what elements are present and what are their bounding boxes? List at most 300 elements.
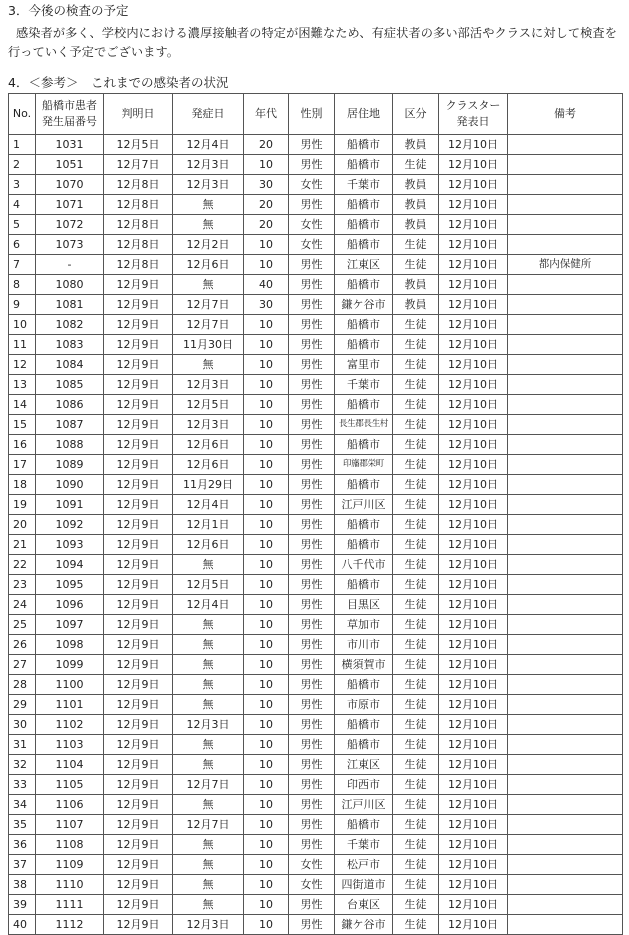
confirmed-date-cell: 12月9日 (104, 435, 173, 455)
header-cluster-date (439, 94, 508, 135)
header-sex: 性別 (289, 94, 335, 135)
confirmed-date-cell: 12月9日 (104, 635, 173, 655)
sex-cell: 男性 (289, 635, 335, 655)
sex-cell: 男性 (289, 395, 335, 415)
row-number-cell: 26 (9, 635, 36, 655)
note-cell (508, 375, 623, 395)
residence-cell: 船橋市 (335, 515, 393, 535)
residence-cell: 江戸川区 (335, 795, 393, 815)
row-number-cell: 25 (9, 615, 36, 635)
sex-cell: 男性 (289, 135, 335, 155)
onset-date-cell: 無 (173, 735, 244, 755)
category-cell: 教員 (393, 175, 439, 195)
confirmed-date-cell: 12月9日 (104, 855, 173, 875)
table-row (9, 695, 623, 715)
cluster-date-cell: 12月10日 (439, 455, 508, 475)
note-cell (508, 455, 623, 475)
confirmed-date-cell: 12月9日 (104, 275, 173, 295)
report-number-cell: 1104 (36, 755, 104, 775)
cluster-date-cell: 12月10日 (439, 135, 508, 155)
age-group-cell: 10 (244, 375, 289, 395)
cluster-date-cell: 12月10日 (439, 895, 508, 915)
row-number-cell: 17 (9, 455, 36, 475)
sex-cell: 男性 (289, 755, 335, 775)
confirmed-date-cell: 12月9日 (104, 735, 173, 755)
confirmed-date-cell: 12月9日 (104, 815, 173, 835)
sex-cell: 男性 (289, 815, 335, 835)
confirmed-date-cell: 12月9日 (104, 655, 173, 675)
cluster-date-cell: 12月10日 (439, 315, 508, 335)
category-cell: 生徒 (393, 855, 439, 875)
note-cell (508, 515, 623, 535)
note-cell (508, 895, 623, 915)
confirmed-date-cell: 12月9日 (104, 475, 173, 495)
sex-cell: 男性 (289, 295, 335, 315)
report-number-cell: 1084 (36, 355, 104, 375)
report-number-cell: 1109 (36, 855, 104, 875)
sex-cell: 男性 (289, 555, 335, 575)
header-category: 区分 (393, 94, 439, 135)
table-row (9, 275, 623, 295)
row-number-cell: 10 (9, 315, 36, 335)
residence-cell: 松戸市 (335, 855, 393, 875)
age-group-cell: 10 (244, 535, 289, 555)
confirmed-date-cell: 12月9日 (104, 795, 173, 815)
note-cell (508, 355, 623, 375)
category-cell: 生徒 (393, 435, 439, 455)
residence-cell: 四街道市 (335, 875, 393, 895)
sex-cell: 女性 (289, 235, 335, 255)
note-cell (508, 535, 623, 555)
table-row (9, 355, 623, 375)
sex-cell: 男性 (289, 575, 335, 595)
confirmed-date-cell: 12月9日 (104, 915, 173, 935)
category-cell: 生徒 (393, 835, 439, 855)
onset-date-cell: 12月7日 (173, 315, 244, 335)
row-number-cell: 40 (9, 915, 36, 935)
row-number-cell: 13 (9, 375, 36, 395)
residence-cell: 船橋市 (335, 335, 393, 355)
age-group-cell: 10 (244, 675, 289, 695)
sex-cell: 男性 (289, 735, 335, 755)
residence-cell: 鎌ケ谷市 (335, 295, 393, 315)
note-cell (508, 175, 623, 195)
confirmed-date-cell: 12月8日 (104, 195, 173, 215)
table-header-row (9, 94, 623, 135)
age-group-cell: 10 (244, 795, 289, 815)
sex-cell: 女性 (289, 175, 335, 195)
report-number-cell: 1108 (36, 835, 104, 855)
onset-date-cell: 無 (173, 875, 244, 895)
header-age: 年代 (244, 94, 289, 135)
confirmed-date-cell: 12月9日 (104, 295, 173, 315)
note-cell (508, 195, 623, 215)
cluster-date-cell: 12月10日 (439, 195, 508, 215)
onset-date-cell: 12月6日 (173, 535, 244, 555)
onset-date-cell: 無 (173, 615, 244, 635)
residence-cell: 江東区 (335, 255, 393, 275)
onset-date-cell: 12月3日 (173, 175, 244, 195)
confirmed-date-cell: 12月9日 (104, 755, 173, 775)
onset-date-cell: 12月3日 (173, 415, 244, 435)
note-cell (508, 835, 623, 855)
header-confirmed-date: 判明日 (104, 94, 173, 135)
age-group-cell: 10 (244, 715, 289, 735)
header-note: 備考 (508, 94, 623, 135)
category-cell: 生徒 (393, 495, 439, 515)
cluster-date-cell: 12月10日 (439, 255, 508, 275)
table-row (9, 135, 623, 155)
note-cell (508, 915, 623, 935)
category-cell: 生徒 (393, 655, 439, 675)
onset-date-cell: 12月6日 (173, 435, 244, 455)
table-row (9, 815, 623, 835)
confirmed-date-cell: 12月9日 (104, 455, 173, 475)
age-group-cell: 30 (244, 295, 289, 315)
cluster-date-cell: 12月10日 (439, 555, 508, 575)
report-number-cell: 1093 (36, 535, 104, 555)
age-group-cell: 10 (244, 755, 289, 775)
row-number-cell: 37 (9, 855, 36, 875)
header-cluster-date-line1: クラスター (445, 99, 501, 112)
confirmed-date-cell: 12月9日 (104, 775, 173, 795)
category-cell: 生徒 (393, 155, 439, 175)
row-number-cell: 8 (9, 275, 36, 295)
row-number-cell: 39 (9, 895, 36, 915)
age-group-cell: 10 (244, 555, 289, 575)
confirmed-date-cell: 12月9日 (104, 555, 173, 575)
note-cell: 都内保健所 (508, 255, 623, 275)
cluster-date-cell: 12月10日 (439, 155, 508, 175)
sex-cell: 女性 (289, 215, 335, 235)
note-cell (508, 575, 623, 595)
table-row (9, 535, 623, 555)
residence-cell: 船橋市 (335, 675, 393, 695)
table-row (9, 435, 623, 455)
cluster-date-cell: 12月10日 (439, 515, 508, 535)
table-row (9, 875, 623, 895)
category-cell: 生徒 (393, 635, 439, 655)
category-cell: 生徒 (393, 875, 439, 895)
residence-cell: 船橋市 (335, 815, 393, 835)
table-row (9, 395, 623, 415)
residence-cell: 千葉市 (335, 375, 393, 395)
note-cell (508, 315, 623, 335)
onset-date-cell: 無 (173, 835, 244, 855)
report-number-cell: 1070 (36, 175, 104, 195)
cluster-date-cell: 12月10日 (439, 535, 508, 555)
age-group-cell: 10 (244, 395, 289, 415)
cluster-date-cell: 12月10日 (439, 715, 508, 735)
category-cell: 生徒 (393, 555, 439, 575)
sex-cell: 男性 (289, 795, 335, 815)
onset-date-cell: 12月3日 (173, 915, 244, 935)
confirmed-date-cell: 12月8日 (104, 175, 173, 195)
report-number-cell: 1094 (36, 555, 104, 575)
row-number-cell: 4 (9, 195, 36, 215)
cluster-date-cell: 12月10日 (439, 915, 508, 935)
table-row (9, 795, 623, 815)
category-cell: 生徒 (393, 235, 439, 255)
report-number-cell: 1095 (36, 575, 104, 595)
onset-date-cell: 12月3日 (173, 715, 244, 735)
age-group-cell: 10 (244, 255, 289, 275)
category-cell: 教員 (393, 135, 439, 155)
age-group-cell: 10 (244, 695, 289, 715)
table-row (9, 895, 623, 915)
cluster-date-cell: 12月10日 (439, 575, 508, 595)
confirmed-date-cell: 12月9日 (104, 415, 173, 435)
table-row (9, 415, 623, 435)
age-group-cell: 10 (244, 455, 289, 475)
onset-date-cell: 12月5日 (173, 575, 244, 595)
sex-cell: 男性 (289, 675, 335, 695)
category-cell: 生徒 (393, 595, 439, 615)
residence-cell: 船橋市 (335, 735, 393, 755)
table-row (9, 515, 623, 535)
report-number-cell: 1085 (36, 375, 104, 395)
row-number-cell: 27 (9, 655, 36, 675)
onset-date-cell: 12月3日 (173, 375, 244, 395)
table-row (9, 855, 623, 875)
category-cell: 生徒 (393, 475, 439, 495)
confirmed-date-cell: 12月9日 (104, 675, 173, 695)
onset-date-cell: 無 (173, 355, 244, 375)
report-number-cell: 1083 (36, 335, 104, 355)
residence-cell: 千葉市 (335, 835, 393, 855)
confirmed-date-cell: 12月9日 (104, 835, 173, 855)
note-cell (508, 775, 623, 795)
residence-cell: 印西市 (335, 775, 393, 795)
note-cell (508, 655, 623, 675)
category-cell: 生徒 (393, 695, 439, 715)
onset-date-cell: 11月29日 (173, 475, 244, 495)
table-row (9, 755, 623, 775)
onset-date-cell: 無 (173, 555, 244, 575)
sex-cell: 男性 (289, 835, 335, 855)
sex-cell: 男性 (289, 195, 335, 215)
category-cell: 教員 (393, 275, 439, 295)
category-cell: 生徒 (393, 535, 439, 555)
report-number-cell: 1105 (36, 775, 104, 795)
residence-cell: 船橋市 (335, 395, 393, 415)
sex-cell: 男性 (289, 455, 335, 475)
onset-date-cell: 11月30日 (173, 335, 244, 355)
residence-cell: 船橋市 (335, 475, 393, 495)
cluster-date-cell: 12月10日 (439, 875, 508, 895)
age-group-cell: 20 (244, 215, 289, 235)
onset-date-cell: 12月6日 (173, 255, 244, 275)
age-group-cell: 10 (244, 915, 289, 935)
age-group-cell: 10 (244, 355, 289, 375)
header-report-number-line2: 発生届番号 (42, 115, 97, 128)
sex-cell: 女性 (289, 875, 335, 895)
category-cell: 生徒 (393, 335, 439, 355)
note-cell (508, 235, 623, 255)
onset-date-cell: 12月2日 (173, 235, 244, 255)
category-cell: 生徒 (393, 515, 439, 535)
residence-cell: 横須賀市 (335, 655, 393, 675)
table-row (9, 295, 623, 315)
age-group-cell: 10 (244, 475, 289, 495)
section-3-body: 感染者が多く、学校内における濃厚接触者の特定が困難なため、有症状者の多い部活やクラスに対して検査を行っていく予定でございます。 (8, 26, 617, 59)
sex-cell: 男性 (289, 375, 335, 395)
header-residence: 居住地 (335, 94, 393, 135)
note-cell (508, 435, 623, 455)
category-cell: 生徒 (393, 615, 439, 635)
note-cell (508, 755, 623, 775)
row-number-cell: 12 (9, 355, 36, 375)
note-cell (508, 595, 623, 615)
residence-cell: 台東区 (335, 895, 393, 915)
age-group-cell: 10 (244, 655, 289, 675)
residence-cell: 市川市 (335, 635, 393, 655)
confirmed-date-cell: 12月9日 (104, 875, 173, 895)
row-number-cell: 22 (9, 555, 36, 575)
onset-date-cell: 無 (173, 795, 244, 815)
category-cell: 生徒 (393, 775, 439, 795)
header-no: No. (9, 94, 36, 135)
residence-cell: 市原市 (335, 695, 393, 715)
age-group-cell: 10 (244, 615, 289, 635)
cluster-date-cell: 12月10日 (439, 835, 508, 855)
sex-cell: 男性 (289, 435, 335, 455)
section-3-heading: 3．今後の検査の予定 (8, 3, 129, 18)
header-report-number-line1: 船橋市患者 (42, 99, 97, 112)
report-number-cell: 1091 (36, 495, 104, 515)
category-cell: 生徒 (393, 755, 439, 775)
confirmed-date-cell: 12月7日 (104, 155, 173, 175)
category-cell: 生徒 (393, 395, 439, 415)
category-cell: 生徒 (393, 255, 439, 275)
confirmed-date-cell: 12月9日 (104, 315, 173, 335)
age-group-cell: 10 (244, 335, 289, 355)
age-group-cell: 10 (244, 835, 289, 855)
cluster-date-cell: 12月10日 (439, 395, 508, 415)
cluster-date-cell: 12月10日 (439, 795, 508, 815)
note-cell (508, 855, 623, 875)
report-number-cell: - (36, 255, 104, 275)
category-cell: 生徒 (393, 415, 439, 435)
table-row (9, 235, 623, 255)
residence-cell: 船橋市 (335, 215, 393, 235)
category-cell: 生徒 (393, 735, 439, 755)
cluster-date-cell: 12月10日 (439, 735, 508, 755)
row-number-cell: 18 (9, 475, 36, 495)
age-group-cell: 10 (244, 815, 289, 835)
category-cell: 教員 (393, 295, 439, 315)
sex-cell: 男性 (289, 535, 335, 555)
table-row (9, 575, 623, 595)
onset-date-cell: 12月5日 (173, 395, 244, 415)
cluster-date-cell: 12月10日 (439, 775, 508, 795)
confirmed-date-cell: 12月9日 (104, 535, 173, 555)
table-row (9, 255, 623, 275)
note-cell (508, 735, 623, 755)
residence-cell: 長生郡長生村 (335, 415, 393, 435)
table-row (9, 775, 623, 795)
cluster-date-cell: 12月10日 (439, 335, 508, 355)
note-cell (508, 335, 623, 355)
residence-cell: 草加市 (335, 615, 393, 635)
report-number-cell: 1096 (36, 595, 104, 615)
row-number-cell: 28 (9, 675, 36, 695)
category-cell: 生徒 (393, 815, 439, 835)
age-group-cell: 10 (244, 735, 289, 755)
age-group-cell: 10 (244, 595, 289, 615)
note-cell (508, 155, 623, 175)
onset-date-cell: 無 (173, 755, 244, 775)
sex-cell: 男性 (289, 715, 335, 735)
category-cell: 生徒 (393, 915, 439, 935)
cluster-date-cell: 12月10日 (439, 215, 508, 235)
report-number-cell: 1102 (36, 715, 104, 735)
age-group-cell: 10 (244, 855, 289, 875)
note-cell (508, 695, 623, 715)
row-number-cell: 9 (9, 295, 36, 315)
table-body (9, 135, 623, 935)
residence-cell: 目黒区 (335, 595, 393, 615)
note-cell (508, 715, 623, 735)
report-number-cell: 1087 (36, 415, 104, 435)
residence-cell: 船橋市 (335, 235, 393, 255)
infection-cases-table (8, 93, 623, 935)
row-number-cell: 29 (9, 695, 36, 715)
report-number-cell: 1107 (36, 815, 104, 835)
row-number-cell: 31 (9, 735, 36, 755)
age-group-cell: 10 (244, 495, 289, 515)
report-number-cell: 1090 (36, 475, 104, 495)
row-number-cell: 11 (9, 335, 36, 355)
table-row (9, 915, 623, 935)
row-number-cell: 2 (9, 155, 36, 175)
sex-cell: 男性 (289, 915, 335, 935)
category-cell: 生徒 (393, 455, 439, 475)
residence-cell: 江東区 (335, 755, 393, 775)
category-cell: 生徒 (393, 355, 439, 375)
table-row (9, 375, 623, 395)
cluster-date-cell: 12月10日 (439, 375, 508, 395)
residence-cell: 江戸川区 (335, 495, 393, 515)
residence-cell: 千葉市 (335, 175, 393, 195)
row-number-cell: 32 (9, 755, 36, 775)
row-number-cell: 14 (9, 395, 36, 415)
row-number-cell: 21 (9, 535, 36, 555)
age-group-cell: 30 (244, 175, 289, 195)
table-row (9, 615, 623, 635)
onset-date-cell: 無 (173, 855, 244, 875)
residence-cell: 船橋市 (335, 435, 393, 455)
confirmed-date-cell: 12月9日 (104, 715, 173, 735)
row-number-cell: 7 (9, 255, 36, 275)
sex-cell: 男性 (289, 275, 335, 295)
onset-date-cell: 12月7日 (173, 815, 244, 835)
cluster-date-cell: 12月10日 (439, 475, 508, 495)
report-number-cell: 1100 (36, 675, 104, 695)
category-cell: 生徒 (393, 715, 439, 735)
sex-cell: 男性 (289, 515, 335, 535)
row-number-cell: 24 (9, 595, 36, 615)
row-number-cell: 6 (9, 235, 36, 255)
sex-cell: 男性 (289, 615, 335, 635)
report-number-cell: 1031 (36, 135, 104, 155)
report-number-cell: 1099 (36, 655, 104, 675)
table-row (9, 155, 623, 175)
category-cell: 生徒 (393, 375, 439, 395)
table-row (9, 475, 623, 495)
report-number-cell: 1088 (36, 435, 104, 455)
age-group-cell: 20 (244, 135, 289, 155)
